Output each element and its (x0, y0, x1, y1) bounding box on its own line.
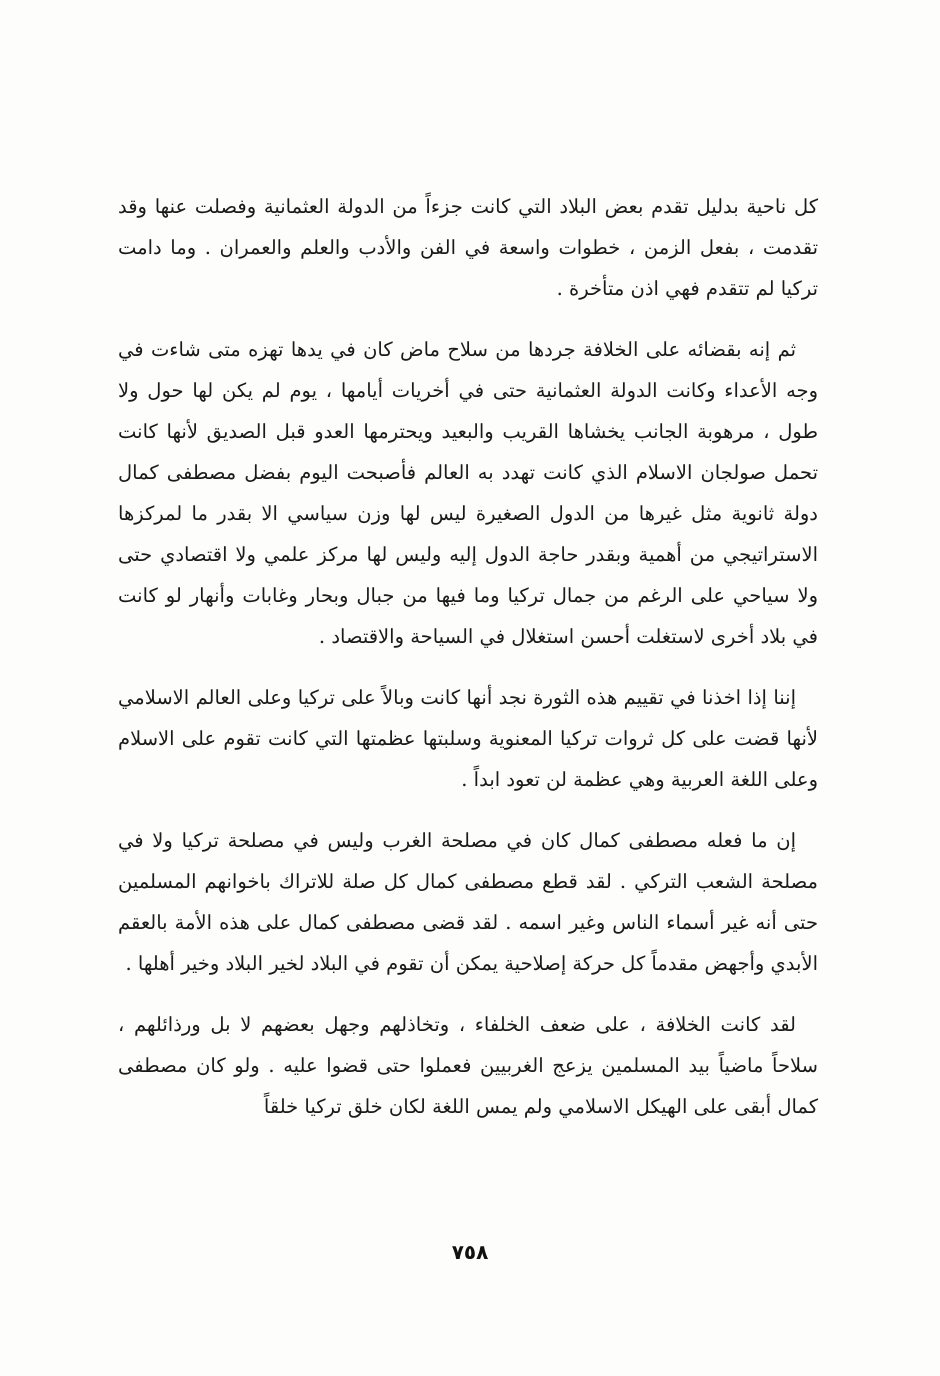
page-number: ٧٥٨ (451, 1240, 489, 1264)
body-text (118, 186, 818, 1147)
paragraph-4: إن ما فعله مصطفى كمال كان في مصلحة الغرب وليس في مصلحة تركيا ولا في مصلحة الشعب التركي . لقد قطع مصطفى كمال كل صلة للاتراك باخوانهم المسلمين حتى أنه غير أسماء الناس وغير اسمه . لقد قضى مصطفى كمال على هذه الأمة بالعقم الأبدي وأجهض مقدماً كل حركة إصلاحية يمكن أن تقوم في البلاد لخير البلاد وخير أهلها . (118, 829, 818, 975)
paragraph-3: إننا إذا اخذنا في تقييم هذه الثورة نجد أنها كانت وبالاً على تركيا وعلى العالم الاسلامي لأنها قضت على كل ثروات تركيا المعنوية وسلبتها عظمتها التي كانت تقوم على الاسلام وعلى اللغة العربية وهي عظمة لن تعود ابداً . (118, 686, 818, 791)
paragraph-1: كل ناحية بدليل تقدم بعض البلاد التي كانت جزءاً من الدولة العثمانية وفصلت عنها وقد تقدمت ، بفعل الزمن ، خطوات واسعة في الفن والأدب والعلم والعمران . وما دامت تركيا لم تتقدم فهي اذن متأخرة . (118, 195, 818, 300)
paragraph-2: ثم إنه بقضائه على الخلافة جردها من سلاح ماض كان في يدها تهزه متى شاءت في وجه الأعداء وكانت الدولة العثمانية حتى في أخريات أيامها ، يوم لم يكن لها حول ولا طول ، مرهوبة الجانب يخشاها القريب والبعيد ويحترمها العدو قبل الصديق لأنها كانت تحمل صولجان الاسلام الذي كانت تهدد به العالم فأصبحت اليوم بفضل مصطفى كمال دولة ثانوية مثل غيرها من الدول الصغيرة ليس لها وزن سياسي الا بقدر ما لمركزها الاستراتيجي من أهمية وبقدر حاجة الدول إليه وليس لها مركز علمي ولا اقتصادي حتى ولا سياحي على الرغم من جمال تركيا وما فيها من جبال وبحار وغابات وأنهار لو كانت في بلاد أخرى لاستغلت أحسن استغلال في السياحة والاقتصاد . (118, 338, 818, 648)
paragraph-5: لقد كانت الخلافة ، على ضعف الخلفاء ، وتخاذلهم وجهل بعضهم لا بل ورذائلهم ، سلاحاً ماضياً بيد المسلمين يزعج الغربيين فعملوا حتى قضوا عليه . ولو كان مصطفى كمال أبقى على الهيكل الاسلامي ولم يمس اللغة لكان خلق تركيا خلقاً (118, 1013, 818, 1118)
